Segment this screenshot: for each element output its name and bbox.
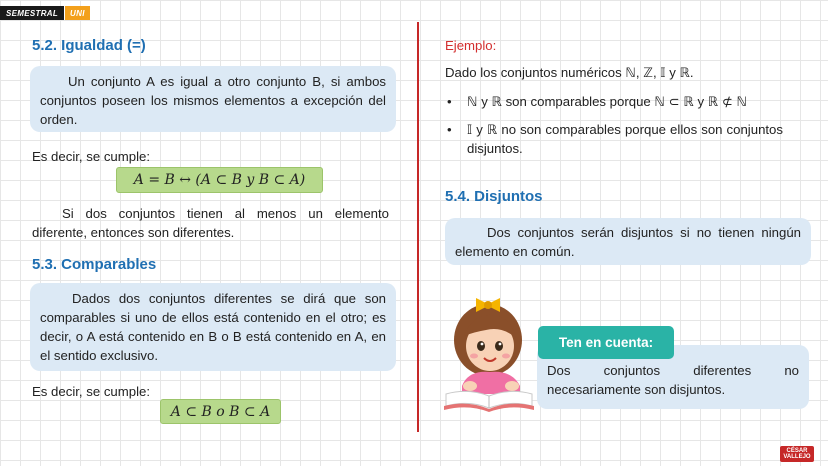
girl-reading-illustration [440,290,538,416]
example-bullet-text: ℕ y ℝ son comparables porque ℕ ⊂ ℝ y ℝ ⊄ ℕ [467,94,748,109]
comparables-es-decir: Es decir, se cumple: [32,384,151,399]
example-label: Ejemplo: [445,38,497,53]
igualdad-es-decir: Es decir, se cumple: [32,149,151,164]
column-divider [417,22,419,432]
brand-tag [0,6,90,20]
bullet-icon: • [447,94,452,109]
example-bullet [447,120,783,158]
logo-line-2: VALLEJO [783,454,811,460]
comparables-formula: A ⊂ B o B ⊂ A [160,399,281,424]
example-intro: Dado los conjuntos numéricos ℕ, ℤ, 𝕀 y ℝ. [445,65,694,80]
igualdad-formula: A = B ↔ (A ⊂ B y B ⊂ A) [116,167,323,193]
igualdad-note: Si dos conjuntos tienen al menos un elemento diferente, entonces son diferentes. [32,206,389,240]
brand-right: UNI [65,6,90,20]
bullet-icon: • [447,122,452,137]
section-5-2-title: 5.2. Igualdad (=) [32,37,146,54]
section-5-3-title: 5.3. Comparables [32,256,157,273]
cesar-vallejo-logo [780,446,814,462]
section-5-4-title: 5.4. Disjuntos [445,188,543,205]
example-bullet [447,92,787,111]
comparables-definition: Dados dos conjuntos diferentes se dirá que son comparables si uno de ellos está contenido en el otro; es decir, o A está contenido en B o B está contenido en A, en el sentido exclusivo. [30,283,396,371]
example-bullet-text: 𝕀 y ℝ no son comparables porque ellos son conjuntos disjuntos. [467,122,783,156]
disjuntos-definition: Dos conjuntos serán disjuntos si no tienen ningún elemento en común. [445,218,811,265]
ten-en-cuenta-title: Ten en cuenta: [538,326,674,359]
brand-left: SEMESTRAL [0,6,64,20]
igualdad-definition: Un conjunto A es igual a otro conjunto B, si ambos conjuntos poseen los mismos elementos a excepción del orden. [30,66,396,132]
logo-line-1: CÉSAR [786,448,808,454]
ten-en-cuenta-text: Dos conjuntos diferentes no necesariamente son disjuntos. [547,363,799,397]
